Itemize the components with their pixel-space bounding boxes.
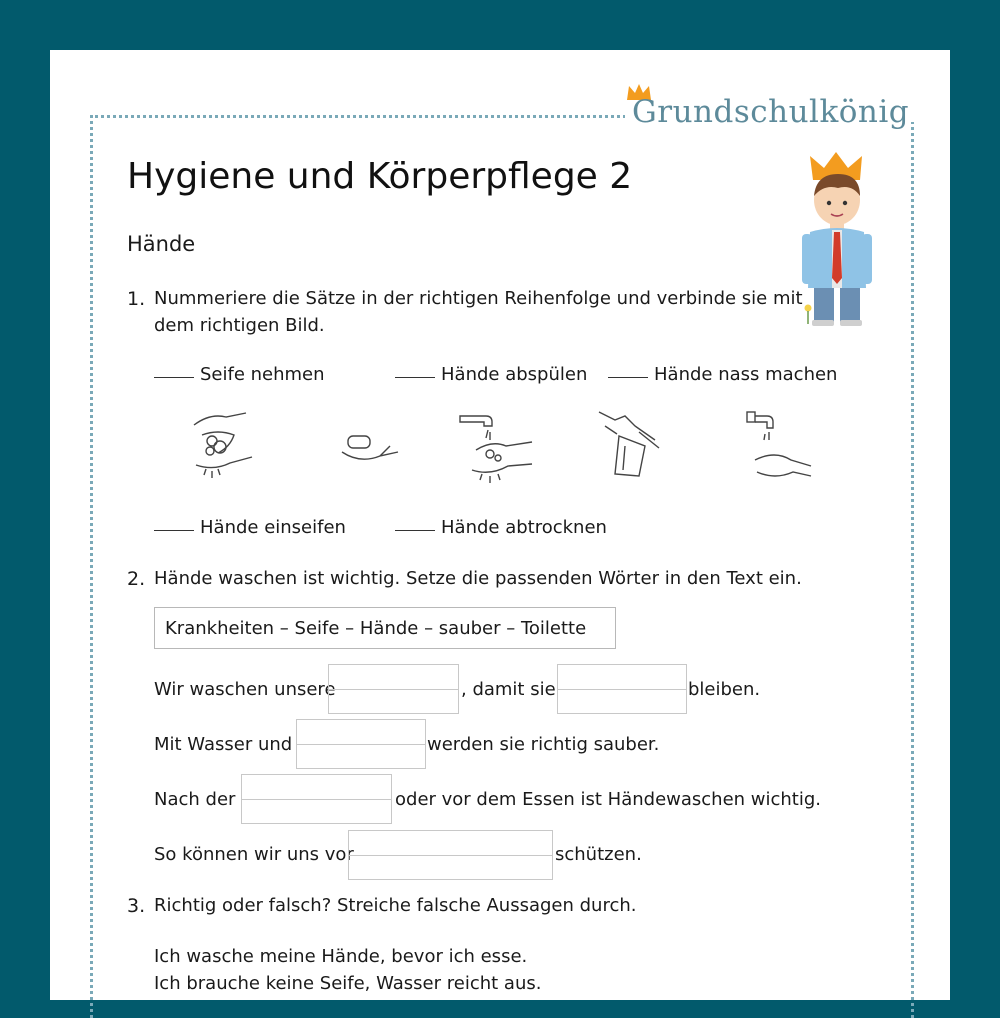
task2-instruction: Händе waschen ist wichtig. Setze die passenden Wörter in den Text ein. <box>154 568 802 589</box>
task1-item: Seife nehmen <box>154 364 325 385</box>
brand-logo: Grundschulkönig <box>632 94 910 130</box>
sentence-text: bleiben. <box>688 679 761 700</box>
number-blank[interactable] <box>608 377 648 378</box>
sentence-text: schützen. <box>555 844 642 865</box>
sentence-text: Mit Wasser und <box>154 734 293 755</box>
worksheet <box>50 50 950 1000</box>
sentence-text: Nach der <box>154 789 236 810</box>
task1-item: Hände nass machen <box>608 364 837 385</box>
word-bank: Krankheiten – Seife – Hände – sauber – Toilette <box>154 607 616 649</box>
task3-instruction: Richtig oder falsch? Streiche falsche Aussagen durch. <box>154 895 637 916</box>
task1-number: 1. <box>127 288 146 310</box>
sentence-text: oder vor dem Essen ist Händewaschen wichtig. <box>395 789 822 810</box>
sentence-text: werden sie richtig sauber. <box>427 734 660 755</box>
task1-item: Hände einseifen <box>154 517 346 538</box>
drying-hands-icon <box>595 406 665 481</box>
fill-in-gap[interactable] <box>348 830 553 880</box>
sentence-text: Wir waschen unsere <box>154 679 336 700</box>
task1-item: Hände abtrocknen <box>395 517 607 538</box>
statement[interactable]: Ich brauche keine Seife, Wasser reicht aus. <box>154 973 542 994</box>
hands-soaping-icon <box>190 405 260 480</box>
dotted-frame <box>90 115 914 1018</box>
fill-in-gap[interactable] <box>328 664 459 714</box>
number-blank[interactable] <box>154 377 194 378</box>
task1-item: Hände abspülen <box>395 364 587 385</box>
number-blank[interactable] <box>154 530 194 531</box>
king-boy-illustration-icon <box>800 148 880 328</box>
task3-number: 3. <box>127 895 146 917</box>
number-blank[interactable] <box>395 377 435 378</box>
task1-instruction-line2: dem richtigen Bild. <box>154 315 325 336</box>
page-title: Hygiene und Körperpflege 2 <box>127 156 633 197</box>
task2-number: 2. <box>127 568 146 590</box>
subtitle: Hände <box>127 232 196 256</box>
rinsing-hands-icon <box>456 410 536 485</box>
fill-in-gap[interactable] <box>241 774 392 824</box>
soap-in-hand-icon <box>340 430 400 470</box>
wet-hands-faucet-icon <box>745 410 815 485</box>
sentence-text: So können wir uns vor <box>154 844 354 865</box>
statement[interactable]: Ich wasche meine Hände, bevor ich esse. <box>154 946 528 967</box>
fill-in-gap[interactable] <box>557 664 687 714</box>
fill-in-gap[interactable] <box>296 719 426 769</box>
number-blank[interactable] <box>395 530 435 531</box>
task1-instruction-line1: Nummeriere die Sätze in der richtigen Reihenfolge und verbinde sie mit <box>154 288 803 309</box>
sentence-text: , damit sie <box>461 679 556 700</box>
